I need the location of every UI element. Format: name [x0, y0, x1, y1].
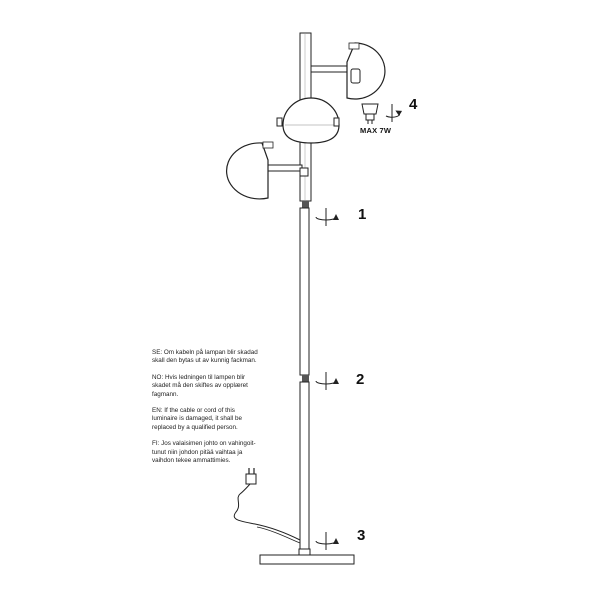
joint-connector-1: [302, 201, 309, 208]
note-line: skall den bytas ut av kunnig fackman.: [152, 357, 257, 365]
rotate-arrow-icon-4: [386, 104, 400, 122]
step-number-1: 1: [358, 206, 367, 223]
note-line: SE: Om kabeln på lampan blir skadad: [152, 349, 258, 356]
note-line: tunut niin johdon pitää vaihtaa ja: [152, 448, 243, 456]
power-cord: [234, 482, 300, 543]
safety-note-fi: [152, 440, 282, 465]
step-number-3: 3: [357, 527, 366, 544]
safety-note-se: [152, 349, 282, 366]
middle-pole: [300, 208, 309, 375]
safety-note-no: [152, 374, 282, 399]
rotate-arrow-icon-2: [316, 372, 336, 390]
note-line: EN: If the cable or cord of this: [152, 407, 235, 415]
rotate-arrow-icon-3: [316, 532, 336, 550]
step-number-2: 2: [356, 371, 365, 388]
safety-note-en: [152, 407, 282, 432]
middle-shade: [277, 98, 339, 143]
step-number-4: 4: [409, 96, 418, 113]
rotate-arrow-icon-1: [316, 208, 336, 226]
bulb-icon: [362, 104, 378, 124]
lamp-base: [260, 549, 354, 564]
lower-pole: [300, 382, 309, 552]
bulb-max-label: MAX 7W: [360, 126, 392, 135]
note-line: NO: Hvis ledningen til lampen blir: [152, 373, 246, 381]
note-line: FI: Jos valaisimen johto on vahingoit-: [152, 440, 256, 448]
note-line: luminaire is damaged, it shall be: [152, 415, 242, 423]
note-line: vaihdon tekee ammattimies.: [152, 457, 231, 465]
lower-shade: [227, 142, 308, 199]
note-line: fagmann.: [152, 390, 179, 398]
note-line: skadet må den skiftes av opplæret: [152, 382, 248, 390]
top-shade: [311, 43, 385, 99]
safety-notes: [152, 349, 282, 473]
note-line: replaced by a qualified person.: [152, 423, 238, 431]
joint-connector-2: [302, 375, 309, 382]
